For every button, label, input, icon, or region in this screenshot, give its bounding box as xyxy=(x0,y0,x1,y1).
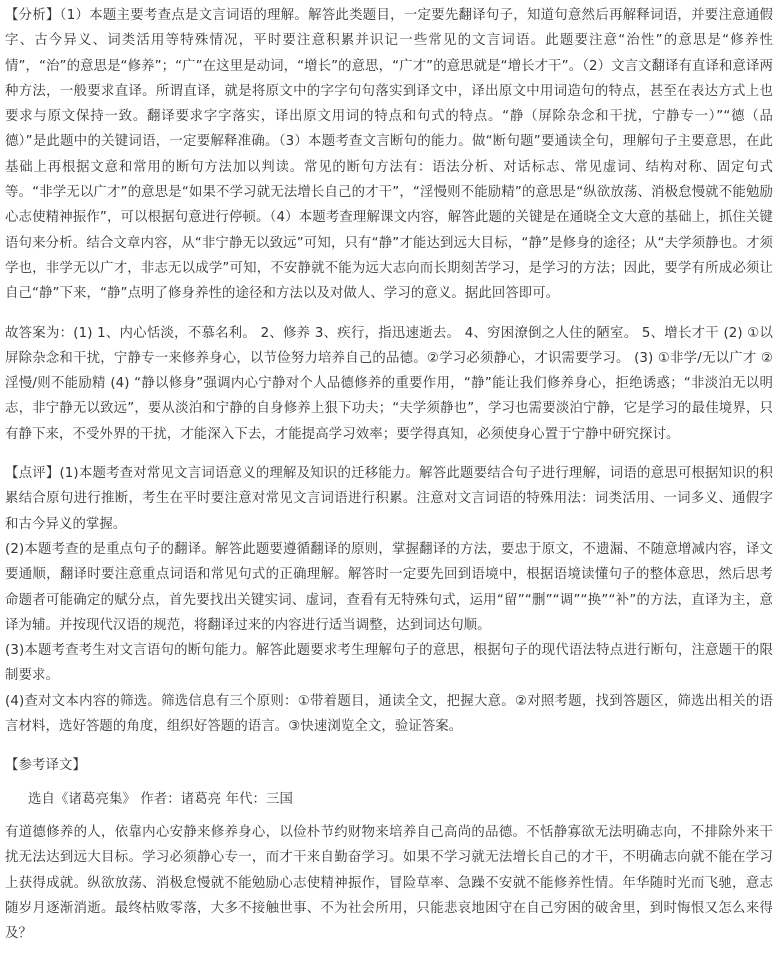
reference-title: 【参考译文】 xyxy=(5,758,86,774)
comment-section xyxy=(5,461,773,739)
answer-paragraph: 故答案为：(1) 1、内心恬淡，不慕名利。 2、修养 3、疾行，指迅速逝去。 4、穷困潦倒之人住的陋室。 5、增长才干 (2) ①以屏除杂念和干扰，宁静专一来修养身心，以节俭努力培养自己的品德。②学习必须静心，才识需要学习。 (3) ①非学/无以广才 ②淫慢/则不能励精 (4) “静以修身”强调内心宁静对个人品德修养的重要作用，“静”能让我们修养身心，拒绝诱惑；“非淡泊无以明志，非宁静无以致远”，要从淡泊和宁静的自身修养上狠下功夫；“夫学须静也”，学习也需要淡泊宁静，它是学习的最佳境界，只有静下来，不受外界的干扰，才能深入下去，才能提高学习效率；要学得真知，必须使身心置于宁静中研究探讨。 xyxy=(5,325,773,442)
reference-translation-section xyxy=(5,753,773,946)
comment-paragraph-3: (3)本题考查考生对文言语句的断句能力。解答此题要求考生理解句子的意思，根据句子的现代语法特点进行断句，注意题干的限制要求。 xyxy=(5,643,773,684)
translation-paragraph: 有道德修养的人，依靠内心安静来修养身心，以俭朴节约财物来培养自己高尚的品德。不恬静寡欲无法明确志向，不排除外来干扰无法达到远大目标。学习必须静心专一，而才干来自勤奋学习。如果不学习就无法增长自己的才干，不明确志向就不能在学习上获得成就。纵欲放荡、消极怠慢就不能勉励心志使精神振作，冒险草率、急躁不安就不能修养性情。年华随时光而飞驰，意志随岁月逐渐消逝。最终枯败零落，大多不接触世事、不为社会所用，只能悲哀地困守在自己穷困的破舍里，到时悔恨又怎么来得及？ xyxy=(5,824,773,942)
comment-paragraph-1: 【点评】(1)本题考查对常见文言词语意义的理解及知识的迁移能力。解答此题要结合句子进行理解，词语的意思可根据知识的积累结合原句进行推断，考生在平时要注意对常见文言词语进行积累。注意对文言词语的特殊用法：词类活用、一词多义、通假字和古今异义的掌握。 xyxy=(5,466,773,532)
comment-paragraph-4: (4)查对文本内容的筛选。筛选信息有三个原则：①带着题目，通读全文，把握大意。②对照考题，找到答题区，筛选出相关的语言材料，选好答题的角度，组织好答题的语言。③快速浏览全文，验证答案。 xyxy=(5,693,773,735)
comment-paragraph-2: (2)本题考查的是重点句子的翻译。解答此题要遵循翻译的原则，掌握翻译的方法，要忠于原文，不遗漏、不随意增减内容，译文要通顺，翻译时要注意重点词语和常见句式的正确理解。解答时一定要先回到语境中，根据语境读懂句子的整体意思，然后思考命题者可能确定的赋分点，首先要找出关键实词、虚词，查看有无特殊句式，运用“留”“删”“调”“换”“补”的方法，直译为主，意译为辅。并按现代汉语的规范，将翻译过来的内容进行适当调整，达到词达句顺。 xyxy=(5,541,773,633)
analysis-paragraph: 【分析】（1）本题主要考查点是文言词语的理解。解答此类题目，一定要先翻译句子，知道句意然后再解释词语，并要注意通假字、古今异义、词类活用等特殊情况，平时要注意积累并识记一些常见的文言词语。此题要注意“治性”的意思是“修养性情”，“治”的意思是“修养”；“广”在这里是动词，“增长”的意思，“广才”的意思就是“增长才干”。（2）文言文翻译有直译和意译两种方法，一般要求直译。所谓直译，就是将原文中的字字句句落实到译文中，译出原文中用词造句的特点，甚至在表达方式上也要求与原文保持一致。翻译要求字字落实，译出原文用词的特点和句式的特点。“静（屏除杂念和干扰，宁静专一）”“德（品德）”是此题中的关键词语，一定要解释准确。（3）本题考查文言断句的能力。做“断句题”要通读全句，理解句子主要意思，在此基础上再根据文意和常用的断句方法加以判读。常见的断句方法有：语法分析、对话标志、常见虚词、结构对称、固定句式等。“非学无以广才”的意思是“如果不学习就无法增长自己的才干”，“淫慢则不能励精”的意思是“纵欲放荡、消极怠慢就不能勉励心志使精神振作”，可以根据句意进行停顿。（4）本题考查理解课文内容，解答此题的关键是在通晓全文大意的基础上，抓住关键语句来分析。结合文章内容，从“非宁静无以致远”可知，只有“静”才能达到远大目标，“静”是修身的途径；从“夫学须静也。才须学也，非学无以广才，非志无以成学”可知，不安静就不能为远大志向而长期刻苦学习，是学习的方法；因此，要学有所成必须让自己“静”下来，“静”点明了修身养性的途径和方法以及对做人、学习的意义。据此回答即可。 xyxy=(5,8,773,302)
source-line: 选自《诸葛亮集》 作者：诸葛亮 年代：三国 xyxy=(28,791,294,807)
